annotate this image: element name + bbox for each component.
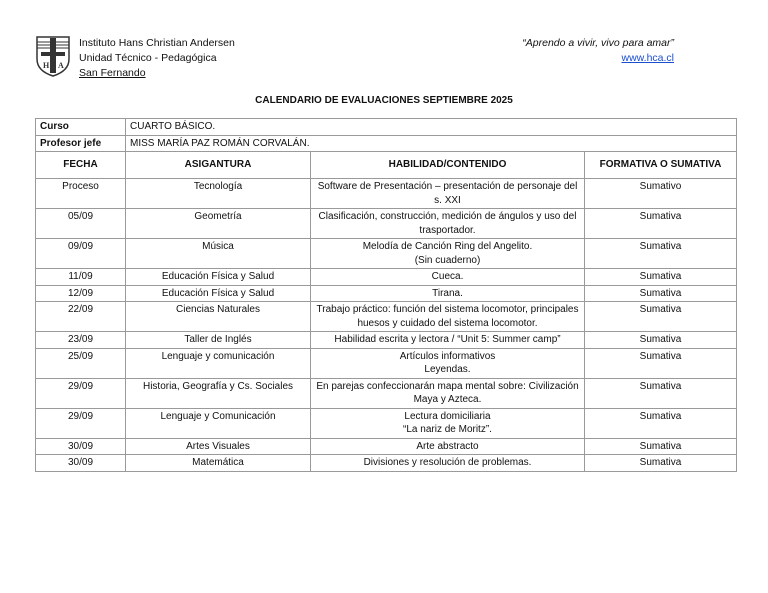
table-row xyxy=(36,378,737,408)
date-cell: 30/09 xyxy=(36,438,126,455)
table-row xyxy=(36,332,737,349)
teacher-label: Profesor jefe xyxy=(36,135,126,152)
table-row xyxy=(36,455,737,472)
column-header-date: FECHA xyxy=(36,152,126,179)
svg-text:A: A xyxy=(58,61,64,70)
subject-cell: Educación Física y Salud xyxy=(126,269,311,286)
page-title: CALENDARIO DE EVALUACIONES SEPTIEMBRE 2025 xyxy=(255,95,513,106)
website-link[interactable]: www.hca.cl xyxy=(621,52,674,64)
date-cell: 05/09 xyxy=(36,209,126,239)
date-cell: Proceso xyxy=(36,179,126,209)
header-right xyxy=(480,36,674,66)
date-cell: 12/09 xyxy=(36,285,126,302)
content-cell: Cueca. xyxy=(311,269,585,286)
content-cell: Artículos informativos Leyendas. xyxy=(311,348,585,378)
content-cell: Lectura domiciliaria “La nariz de Moritz”. xyxy=(311,408,585,438)
course-label: Curso xyxy=(36,119,126,136)
type-cell: Sumativo xyxy=(585,179,737,209)
date-cell: 22/09 xyxy=(36,302,126,332)
course-value: CUARTO BÁSICO. xyxy=(126,119,737,136)
type-cell: Sumativa xyxy=(585,302,737,332)
subject-cell: Música xyxy=(126,239,311,269)
content-cell: Arte abstracto xyxy=(311,438,585,455)
subject-cell: Ciencias Naturales xyxy=(126,302,311,332)
subject-cell: Lenguaje y Comunicación xyxy=(126,408,311,438)
subject-cell: Lenguaje y comunicación xyxy=(126,348,311,378)
content-cell: Melodía de Canción Ring del Angelito. (Sin cuaderno) xyxy=(311,239,585,269)
content-cell: Divisiones y resolución de problemas. xyxy=(311,455,585,472)
column-header-subject: ASIGANTURA xyxy=(126,152,311,179)
table-row xyxy=(36,239,737,269)
institute-name: Instituto Hans Christian Andersen xyxy=(79,37,235,49)
table-row xyxy=(36,269,737,286)
table-row xyxy=(36,408,737,438)
type-cell: Sumativa xyxy=(585,408,737,438)
location-name: San Fernando xyxy=(79,67,146,79)
subject-cell: Educación Física y Salud xyxy=(126,285,311,302)
type-cell: Sumativa xyxy=(585,285,737,302)
table-row xyxy=(36,438,737,455)
table-row xyxy=(36,348,737,378)
course-row xyxy=(36,119,737,136)
date-cell: 29/09 xyxy=(36,408,126,438)
subject-cell: Historia, Geografía y Cs. Sociales xyxy=(126,378,311,408)
table-row xyxy=(36,209,737,239)
table-row xyxy=(36,302,737,332)
svg-text:H: H xyxy=(43,61,50,70)
date-cell: 11/09 xyxy=(36,269,126,286)
type-cell: Sumativa xyxy=(585,378,737,408)
teacher-row xyxy=(36,135,737,152)
type-cell: Sumativa xyxy=(585,348,737,378)
subject-cell: Artes Visuales xyxy=(126,438,311,455)
type-cell: Sumativa xyxy=(585,269,737,286)
date-cell: 25/09 xyxy=(36,348,126,378)
content-cell: Tirana. xyxy=(311,285,585,302)
motto: “Aprendo a vivir, vivo para amar” xyxy=(522,37,674,49)
school-crest-icon xyxy=(35,35,71,77)
table-row xyxy=(36,285,737,302)
subject-cell: Tecnología xyxy=(126,179,311,209)
unit-name: Unidad Técnico - Pedagógica xyxy=(79,52,217,64)
date-cell: 29/09 xyxy=(36,378,126,408)
teacher-value: MISS MARÍA PAZ ROMÁN CORVALÁN. xyxy=(126,135,737,152)
content-cell: Habilidad escrita y lectora / “Unit 5: Summer camp” xyxy=(311,332,585,349)
institution-header xyxy=(79,36,235,81)
subject-cell: Taller de Inglés xyxy=(126,332,311,349)
content-cell: Software de Presentación – presentación de personaje del s. XXI xyxy=(311,179,585,209)
table-row xyxy=(36,179,737,209)
type-cell: Sumativa xyxy=(585,455,737,472)
content-cell: Trabajo práctico: función del sistema locomotor, principales huesos y cuidado del sistema locomotor. xyxy=(311,302,585,332)
date-cell: 23/09 xyxy=(36,332,126,349)
table-header-row xyxy=(36,152,737,179)
column-header-content: HABILIDAD/CONTENIDO xyxy=(311,152,585,179)
type-cell: Sumativa xyxy=(585,438,737,455)
subject-cell: Matemática xyxy=(126,455,311,472)
content-cell: Clasificación, construcción, medición de ángulos y uso del trasportador. xyxy=(311,209,585,239)
type-cell: Sumativa xyxy=(585,209,737,239)
content-cell: En parejas confeccionarán mapa mental sobre: Civilización Maya y Azteca. xyxy=(311,378,585,408)
date-cell: 30/09 xyxy=(36,455,126,472)
subject-cell: Geometría xyxy=(126,209,311,239)
column-header-type: FORMATIVA O SUMATIVA xyxy=(585,152,737,179)
evaluation-calendar-table xyxy=(35,118,737,472)
type-cell: Sumativa xyxy=(585,239,737,269)
type-cell: Sumativa xyxy=(585,332,737,349)
date-cell: 09/09 xyxy=(36,239,126,269)
